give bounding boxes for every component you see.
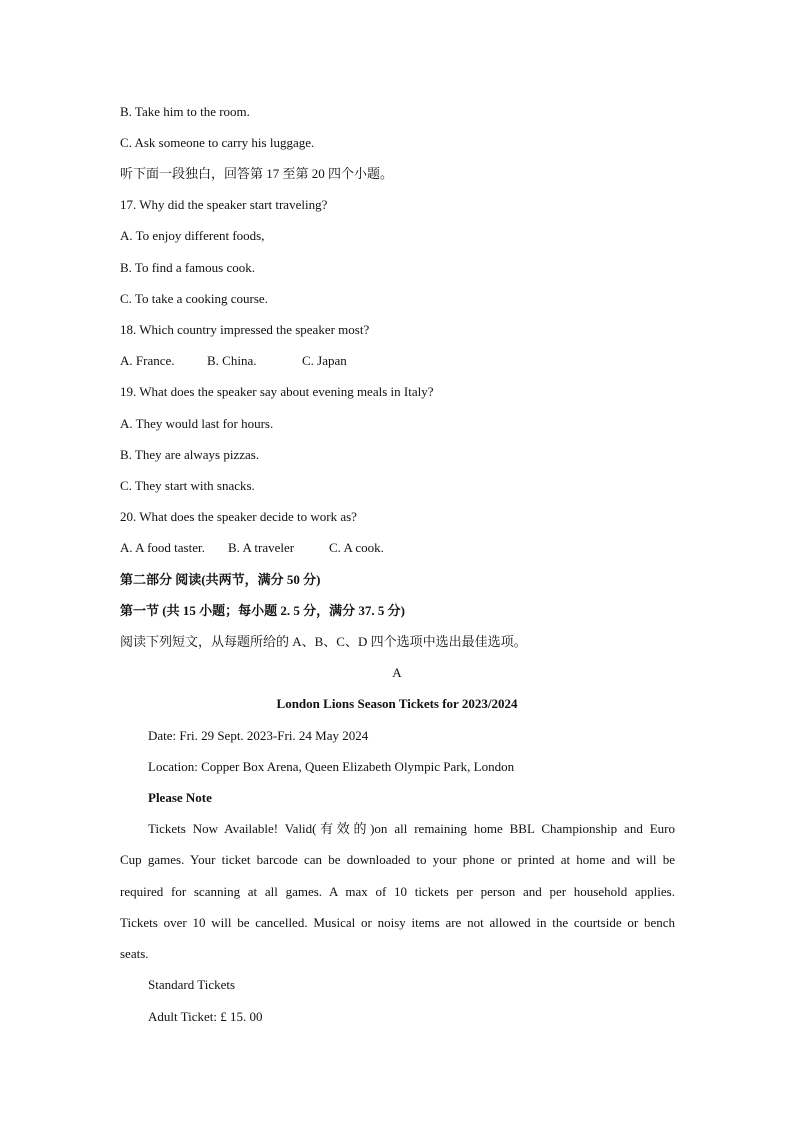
q16-option-c: C. Ask someone to carry his luggage. [120,135,315,150]
q20-option-a: A. A food taster. [120,540,205,555]
q20-option-c: C. A cook. [329,540,384,555]
note-paragraph-line-3: required for scanning at all games. A max of 10 tickets per person and per household applies. [120,884,675,899]
passage-title: London Lions Season Tickets for 2023/2024 [276,696,518,711]
q19-option-a: A. They would last for hours. [120,416,274,431]
note-paragraph-line-1: Tickets Now Available! Valid(有效的)on all remaining home BBL Championship and Euro [148,821,675,836]
standard-tickets-heading: Standard Tickets [148,977,236,992]
question-18: 18. Which country impressed the speaker most? [120,322,370,337]
reading-instruction: 阅读下列短文，从每题所给的 A、B、C、D 四个选项中选出最佳选项。 [120,634,527,649]
q18-option-c: C. Japan [302,353,347,368]
q17-option-a: A. To enjoy different foods, [120,228,265,243]
q16-option-b: B. Take him to the room. [120,104,250,119]
q18-option-b: B. China. [207,353,257,368]
q18-options [120,353,347,369]
passage-label: A [392,665,402,680]
monologue-instruction: 听下面一段独白，回答第 17 至第 20 四个小题。 [120,166,394,181]
q17-option-b: B. To find a famous cook. [120,260,255,275]
q20-option-b: B. A traveler [228,540,295,555]
adult-ticket-price: Adult Ticket: £ 15. 00 [148,1009,263,1024]
note-paragraph-line-2: Cup games. Your ticket barcode can be downloaded to your phone or printed at home and will be [120,852,675,867]
question-20: 20. What does the speaker decide to work as? [120,509,357,524]
q20-options [120,540,384,556]
note-paragraph-line-4: Tickets over 10 will be cancelled. Musical or noisy items are not allowed in the courtside or bench [120,915,675,930]
question-19: 19. What does the speaker say about evening meals in Italy? [120,384,434,399]
question-17: 17. Why did the speaker start traveling? [120,197,328,212]
q17-option-c: C. To take a cooking course. [120,291,268,306]
please-note-heading: Please Note [148,790,212,805]
part-2-heading: 第二部分 阅读(共两节，满分 50 分) [120,572,321,587]
section-1-heading: 第一节 (共 15 小题；每小题 2. 5 分，满分 37. 5 分) [120,603,405,618]
q19-option-c: C. They start with snacks. [120,478,255,493]
q18-option-a: A. France. [120,353,175,368]
event-date: Date: Fri. 29 Sept. 2023-Fri. 24 May 2024 [148,728,369,743]
q19-option-b: B. They are always pizzas. [120,447,260,462]
note-paragraph-line-5: seats. [120,946,149,961]
event-location: Location: Copper Box Arena, Queen Elizabeth Olympic Park, London [148,759,515,774]
